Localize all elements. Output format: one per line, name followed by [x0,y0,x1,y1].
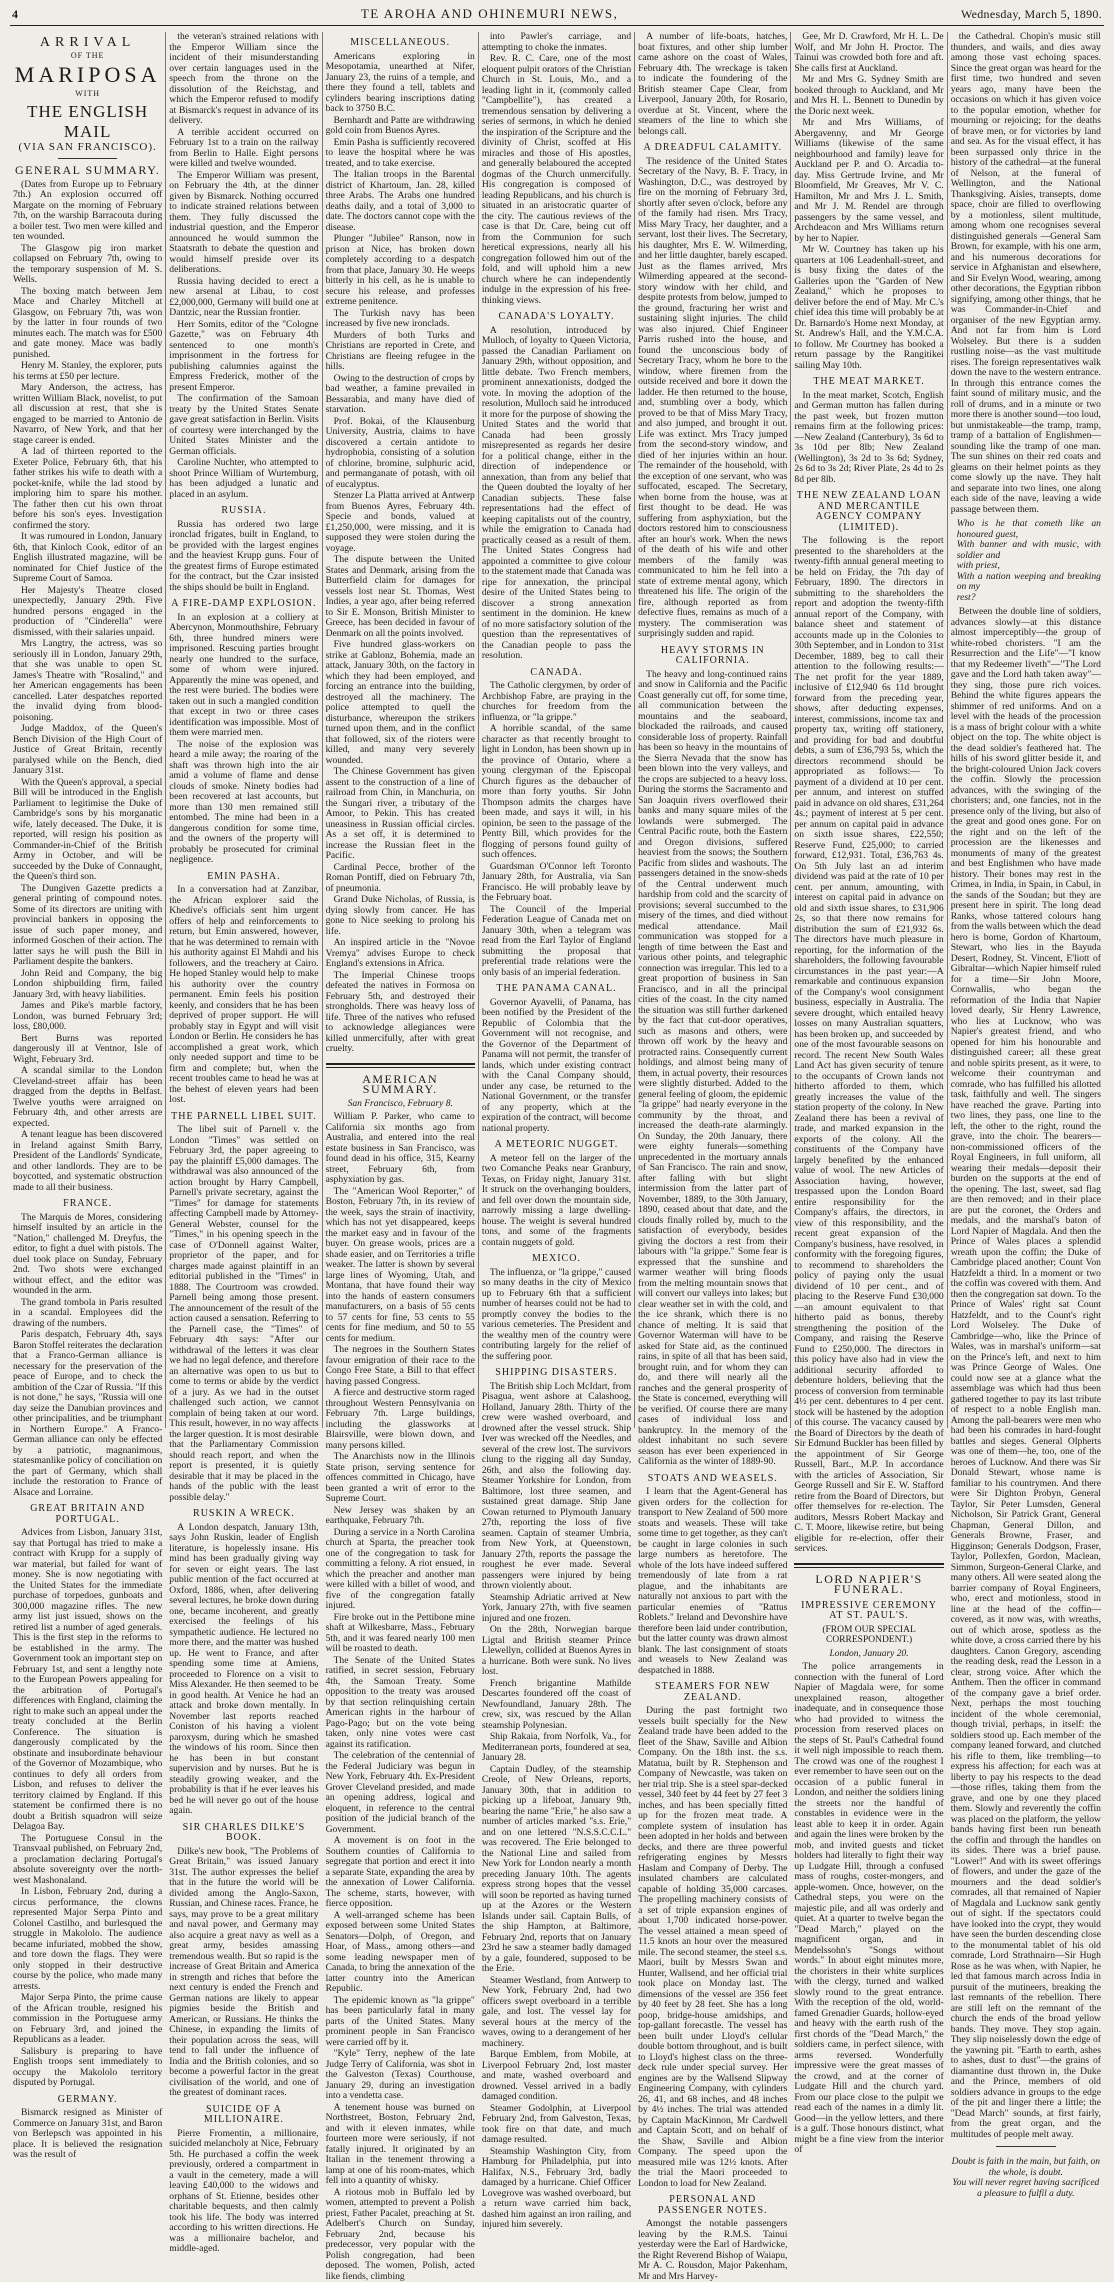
paragraph: The boxing match between Jem Mace and Charley Mitchell at Glasgow, on February 7th, was won by the latter in four rounds of two minutes each. The match was for £500 and gate money. Mace was badly punished. [13,287,162,361]
paragraph: Henry M. Stanley, the explorer, puts his terms at £50 per lecture. [13,361,162,382]
section-heading: PERSONAL AND PASSENGER NOTES. [638,2195,787,2216]
article-body [794,391,943,486]
section-heading: MISCELLANEOUS. [326,38,475,49]
paragraph: The epidemic known as "la grippe" has been particularly fatal in many parts of the United States. Many prominent people in San Francisco were carried off by it. [326,1996,475,2049]
paragraph: A number of life-boats, hatches, boat fixtures, and other ship lumber came ashore on the coast of Wales, February 4th. The wreckage is taken to indicate the foundering of the British steamer Cape Clear, from Liverpool, January 20th, for Rosario, overdue at St. Vincent, where the steamers of the line to which she belongs call. [638,32,787,137]
paragraph: The influenza, or "la grippe," caused so many deaths in the city of Mexico up to February 6th that a sufficient number of hearses could not be had to promptly convey the bodies to the various cemeteries. The President and the wealthy men of the country were contributing largely for the relief of the suffering poor. [482,1268,631,1363]
divider [996,2146,1056,2147]
section-heading: THE PANAMA CANAL. [482,984,631,995]
paragraph: Russia having decided to erect a new arsenal at Libau, to cost £2,000,000, Germany will build one at Dantzic, near the Russian frontier. [169,277,318,319]
section-heading: RUSSIA. [169,506,318,517]
article-body [169,1847,318,2099]
paragraph: Russia has ordered two large ironclad frigates, built in England, to be provided with the largest engines and the heaviest Krupp guns. Four of the greatest firms of Europe estimated for the contract, but the Czar insisted the ships should be built in England. [169,520,318,594]
paragraph: The British ship Loch McIdart, from Pisagua, went ashore at Calashoog, Holland, January 28th. Thirty of the crew were washed overboard, and drowned after the vessel struck. Ship Iver was wrecked off the Needles, and several of the crew lost. The survivors clung to the rigging all day Sunday, 26th, and also the following day. Steamer Yorkshire for London, from Baltimore, lost three seamen, and sustained great damage. Ship Jane Cowan returned to Plymouth January 27th, reporting the loss of five seamen. Captain of steamer Umbria, from New York, at Queenstown, January 27th, reports the passage the roughest he ever made. Several passengers were injured by being thrown violently about. [482,1382,631,1592]
article-body [482,326,631,662]
article-body [794,536,943,1555]
paragraph: Five hundred glass-workers on strike at Gablonz, Bohemia, made an attack, January 30th, on the factory in which they had been employed, and forcing an entrance into the building, destroyed all the machinery. The police attempted to quell the disturbance, whereupon the strikers turned upon them, and in the conflict that followed, six of the rioters were killed, and many very severely wounded. [326,640,475,766]
paragraph: William P. Parker, who came to California six months ago from Australia, and entered into the real estate business in San Francisco, was found dead in his office, 315, Kearny street, February 6th, from asphyxiation by gas. [326,1112,475,1186]
closing-aphorisms [951,2157,1101,2199]
section-heading: RUSKIN A WRECK. [169,1509,318,1520]
article-body [638,2219,787,2282]
paragraph: New Jersey was shaken by an earthquake, February 7th. [326,1506,475,1527]
paragraph: A tenant league has been discovered in Ireland against Smith Barry, President of the Landlords' Syndicate, and other landlords. They are to be boycotted, and systematic obstruction made to all their business. [13,1130,162,1193]
paragraph: Mrs Langtry, the actress, was so seriously ill in London, January 29th, that she was unable to open St. James's Theatre with "Rosalind," and her American engagements has been cancelled. Later despatches reported the invalid dying from blood-poisoning. [13,639,162,723]
headline-arrival: ARRIVAL [13,38,162,49]
text-line: rest? [957,593,1101,604]
source-note: (FROM OUR SPECIAL CORRESPONDENT.) [794,1625,943,1646]
article-body [13,2108,162,2161]
column-7 [948,32,1104,1428]
article-body [482,1268,631,1363]
section-heading: FRANCE. [13,1199,162,1210]
article-body [482,32,631,306]
article-body [482,681,631,978]
column-5 [635,32,791,1428]
paragraph: Major Serpa Pinto, the prime cause of the African trouble, resigned his commission in the Portuguese army on February 3rd, and joined the Republicans as a leader. [13,1993,162,2046]
mail-headline [13,38,162,152]
column-4 [479,32,635,1428]
paragraph: It was rumoured in London, January 6th, that Kinloch Cook, editor of an English illustrated magazine, will be nominated for Chief Justice of the Supreme Court of Samoa. [13,532,162,585]
paragraph: The residence of the United States Secretary of the Navy, B. F. Tracy, in Washington, D.C., was destroyed by fire on the morning of February 3rd, shortly after seven o'clock, before any of the family had risen. Mrs Tracy, Miss Mary Tracy, her daughter, and a servant, lost their lives. The Secretary, his daughter, Mrs E. W. Wilmerding, and her little daughter, barely escaped. Just as the flames arrived, Mrs Wilmerding appeared at the second-story window with her child, and despite protests from below, jumped to the ground, fracturing her wrist and sustaining slight injuries. The child was also injured. Chief Engineer Parris rushed into the house, and found the unconscious body of Secretary Tracy, whom he bore to the window, where firemen from the outside received and bore it down the ladder. He then returned to the house, and, stumbling over a body, which proved to be that of Miss Mary Tracy, and also jumped, and brought it out. Life was extinct. Mrs Tracy jumped from the second-story window, and died of her injuries within an hour. The remainder of the household, with the exception of one servant, who was suffocated, escaped. The Secretary, when borne from the house, was at first thought to be dead. He was suffering from asphyxiation, but the doctors restored him to consciousness after an hour's work. When the news of the death of his wife and other members of the family was communicated to him he fell into a state of extreme mental agony, which threatened his life. The origin of the fire, although reported as from defective flues, remains as much of a mystery. The commiseration was surprisingly sudden and rapid. [638,157,787,640]
paragraph: In the meat market, Scotch, English and German mutton has fallen during the past week, but frozen mutton remains firm at the following prices:—New Zealand (Canterbury), 3s 6d to 3s 10d per 8lb; New Zealand (Wellington), 3s 2d to 3s 6d; Sydney, 2s 6d to 3s 2d; River Plate, 2s 4d to 2s 8d per 8lb. [794,391,943,486]
article-body [794,32,943,371]
article-body [326,1112,475,2282]
paragraph: During the past fortnight two vessels built specially for the New Zealand trade have been added to the fleet of the Shaw, Saville and Albion Company. On the 18th inst. the s.s. Matatua, built by R. Stephenson and Company of Newcastle, was taken on her trial trip. She is a steel spar-decked vessel, 340 feet by 44 feet by 27 feet 3 inches, and has been specially fitted up for the frozen meat trade. A complete system of insulation has been adopted in her holds and between decks, and there are three powerful refrigerating engines by Messrs Haslam and Company of Derby. The insulated chambers are calculated capable of holding 35,000 carcases. The propelling machinery consists of a set of triple expansion engines of about 1,700 indicated horse-power. The vessel attained a mean speed of 11.5 knots an hour over the measured mile. The second steamer, the steel s.s. Maori, built by Messrs Swan and Hunter, Wallsend, and her official trial took place on Monday last. The dimensions of the vessel are 356 feet by 40 feet by 28 feet. She has a long poop, bridge-house amidships, and top-gallant forecastle. The vessel has been built under Lloyd's cellular double bottom throughout, and is built to Lloyd's highest class on the three-deck rule under special survey. Her engines are by the Wallsend Slipway Engineering Company, with cylinders 26, 41, and 68 inches, and 48 inches by 4½ inches. The trial was attended by Captain MacKinnon, Mr Cardwell and Captain Scott, and on behalf of the Shaw, Saville and Albion Company. The speed upon the measured mile was 12½ knots. After the trial the Maori proceeded to London to load for New Zealand. [638,1706,787,2189]
text-line: Doubt is faith in the main, but faith, on the whole, is doubt. [951,2157,1101,2178]
paragraph: the Cathedral. Chopin's music still thunders, and wails, and dies away among those vast echoing spaces. Since the great organ was heard for the first time, two hundred and seven years ago, many have been the occasions on which it has given voice to the popular emotion, whether for mourning or rejoicing; for the deaths of brave men, or for victories by land and sea. As for the visual effect, it has been surpassed only thrice in the history of the cathedral—at the funeral of Nelson, at the funeral of Wellington, and the National Thanksgiving. Aisles, transepts, dome space, choir are filled to overflowing by a motionless, silent multitude, among whom one recognises several distinguished generals —General Sam Brown, for example, with his one arm, and his numerous decorations for service in Afghanistan and elsewhere, and Sir Evelyn Wood, wearing, among other decorations, the Egyptian ribbon signifying, among other things, that he was Commander-in-Chief and organiser of the new Egyptian army. And not far from him is Lord Wolseley. But there is a sudden rustling noise—as the vast multitude rises. The foreign representatives walk down the nave to the western entrance. In through this entrance comes the faint sound of military music, and the roll of drums, and in a minute or two more there is another sound—too loud, but unmistakeable—the tramp, tramp, tramp of a battalion of Englishmen—sounding like the tramp of one man. The sun shines on their red coats and gleams on their helmet points as they come slowly up the nave. They halt and separate into two lines, one along each side of the nave, leaving a wide passage between them. [951,32,1101,515]
article-body [169,2129,318,2255]
paragraph: Mr W. Courtney has taken up his quarters at 106 Leadenhall-street, and is busy fixing the dates of the Galleries upon the "Garden of New Zealand," which he proposes to deliver before the end of May. Mr C.'s chief idea this time will probably be at Dr. Barnardo's Home next Monday, at St. Andrew's Hall, and the Y.M.C.A. to follow. Mr Courtney has booked a return passage by the Rangitikei sailing May 10th. [794,245,943,371]
section-heading: THE NEW ZEALAND LOAN AND MERCANTILE AGENCY COMPANY (LIMITED). [794,491,943,533]
paragraph: Bert Burns was reported dangerously ill at Ventnor, Isle of Wight, February 3rd. [13,1034,162,1066]
paragraph: Salisbury is preparing to have English troops sent immediately to occupy the Makololo territory disputed by Portugal. [13,2047,162,2089]
paragraph: The confirmation of the Samoan treaty by the United States Senate gave great satisfaction in Berlin. Visits of courtesy were interchanged by the United States Minister and the German officials. [169,394,318,457]
section-heading: THE MEAT MARKET. [794,377,943,388]
article-body [638,670,787,1468]
article-body [169,32,318,500]
paragraph: The negroes in the Southern States favour emigration of their race to the Congo Free State, a Bill to that effect having passed Congress. [326,1345,475,1387]
article-body [169,520,318,594]
headline-via: (VIA SAN FRANCISCO). [13,142,162,153]
headline-ship: MARIPOSA [13,63,162,87]
article-body [951,32,1101,515]
paragraph: With the Queen's approval, a special Bill will be introduced in the English Parliament to legitimise the Duke of Cambridge's sons by his morganatic wife, lately deceased. The Duke, it is reported, will resign his position as Commander-in-Chief of the British Army in October, and will be succeeded by the Duke of Connaught, the Queen's third son. [13,778,162,883]
paragraph: Judge Maddox, of the Queen's Bench Division of the High Court of Justice of Great Britain, recently paralysed while on the Bench, died January 31st. [13,724,162,777]
paragraph: The "American Wool Reporter," of Boston, February 7th, in its review of the week, says the strain of inactivity, which has not yet disappeared, keeps the market easy and in favour of the buyer. On grease wools, prices are a shade easier, and on Territories a trifle weaker. The latter is shown by several large lines of Wyoming, Utah, and Montana, that have found their way into the hands of eastern consumers manufacturers, on a basis of 55 cents to 57 cents for fine, 53 cents to 55 cents for fine medium, and 50 to 55 cents for medium. [326,1187,475,1345]
section-heading: GENERAL SUMMARY. [13,165,162,176]
section-heading: AMERICAN SUMMARY. [326,1074,475,1095]
article-body [951,607,1101,2140]
section-heading: THE PARNELL LIBEL SUIT. [169,1112,318,1123]
section-heading: STOATS AND WEASELS. [638,1474,787,1485]
article-body [13,1213,162,1499]
paragraph: Dilke's new book, "The Problems of Great Britain," was issued January 31st. The author expresses the belief that in the future the world will be divided among the Anglo-Saxon, Russian, and Chinese races. France, he says, may prove to be a great military and naval power, and Germany may also acquire a great navy as well as a great army, besides amassing tremendous wealth. But so rapid is the increase of Great Britain and America in strength and riches that before the next century is ended the French and German nations are likely to appear pigmies beside the British and American, or Russians. He thinks the Chinese, in expanding the limits of their population across the seas, will tend to fall under the influence of India and the British colonies, and so become a powerful factor in the great civilisation of the world, and one of the greatest of dominant races. [169,1847,318,2099]
paragraph: A meteor fell on the larger of the two Comanche Peaks near Granbury, Texas, on Friday night, January 31st. It struck on the overhanging boulders, and fell over down the mountain side, narrowly missing a large dwelling-house. The weight is several hundred tons, and some of the fragments contain nuggets of gold. [482,1154,631,1249]
paragraph: I learn that the Agent-General has given orders for the collection for transport to New Zealand of 500 more stoats and weasels. These will take some time to get together, as they can't be caught in large colonies in such large numbers as heretofore. The whole of the lots have indeed suffered tremendously of late from a rat plague, and the inhabitants are naturally not anxious to part with the particular enemies of "Rattus Roblets." Ireland and Devonshire have therefore been laid under contribution, but the latter county was drawn almost blank. The last consignment of stoats and weasels to New Zealand was despatched in 1888. [638,1487,787,1676]
paragraph: The Catholic clergymen, by order of Archbishop Fabre, are praying in the churches for freedom from the influenza, or "la grippe." [482,681,631,723]
paragraph: into Pawler's carriage, and attempting to choke the inmates. [482,32,631,53]
paragraph: In an explosion at a colliery at Abercynon, Monmouthshire, February 6th, three hundred miners were imprisoned. Rescuing parties brought nearly one hundred to the surface, some of whom were injured. Apparently the mine was opened, and the rest were buried. The bodies were taken out in such a mangled condition that except in two or three cases identification was impossible. Most of them were married men. [169,613,318,739]
article-body [13,180,162,1194]
paragraph: In Lisbon, February 2nd, during a circus performance, the clowns represented Major Serpa Pinto and Colonel Castilho, and burlesqued the struggle in Makololo. The audience became infuriated, mobbed the show, and tore down the flags. They were only stopped in their destructive course by the police, who made many arrests. [13,1887,162,1992]
article-body [794,1662,943,2156]
section-heading: LORD NAPIER'S FUNERAL. [794,1574,943,1595]
paragraph: The noise of the explosion was heard a mile away; the roaring of the shaft was thrown high into the air amid a volume of flame and dense clouds of smoke. Ninety bodies had been recovered at last accounts, but more than 130 men remained still entombed. The mine had been in a dangerous condition for some time, and the owners of the property will probably be prosecuted for criminal negligence. [169,740,318,866]
paragraph: A terrible accident occurred on February 1st to a train on the railway from Berlin to Halle. Eight persons were killed and twelve wounded. [169,128,318,170]
section-heading: HEAVY STORMS IN CALIFORNIA. [638,646,787,667]
paragraph: Murders of both Turks and Christians are reported in Crete, and Christians are fleeing refugee in the hills. [326,331,475,373]
paragraph: An inspired article in the "Novoe Vremya" advises Europe to check England's extensions in Africa. [326,938,475,970]
section-heading: GERMANY. [13,2095,162,2106]
text-line: With a nation weeping and breaking on my [957,572,1101,593]
paragraph: Grand Duke Nicholas, of Russia, is dying slowly from cancer. He has gone to Nice seeking to prolong his life. [326,895,475,937]
paragraph: The celebration of the centennial of the Federal Judiciary was begun in New York, February 4th. Ex-President Grover Cleveland presided, and made an opening address, logical and eloquent, in reference to the central position of the judicial branch of the Government. [326,1751,475,1835]
section-heading: STEAMERS FOR NEW ZEALAND. [638,1682,787,1703]
text-line: With banner and with music, with soldier and [957,540,1101,561]
paragraph: Mary Anderson, the actress, has written William Black, novelist, to put all discussion at rest, that she is engaged to be married to Antonio de Navarro, of New York, and that her stage career is ended. [13,383,162,446]
section-heading: MEXICO. [482,1254,631,1265]
text-line: with priest, [957,561,1101,572]
article-body [169,613,318,866]
paragraph: A fierce and destructive storm raged throughout Western Pennsylvania on February 7th. Large buildings, including the glassworks at Blairsville, were blown down, and many persons killed. [326,1388,475,1451]
paragraph: The Chinese Government has given assent to the construction of a line of railroad from Chin, in Manchuria, on the Sungari river, a tributary of the Amoor, to Pekin. This has created uneasiness in Russian official circles. As a set off, it is determined to increase the Russian fleet in the Pacific. [326,767,475,862]
divider [58,158,118,159]
paragraph: Steamer Godolphin, at Liverpool February 2nd, from Galveston, Texas, took fire on that date, and much damage resulted. [482,2104,631,2146]
paragraph: Fire broke out in the Pettibone mine shaft at Wilkesbarre, Mass., February 5th, and it was feared nearly 100 men will be roasted to death. [326,1613,475,1655]
paragraph: Ship Rakaia, from Norfolk, Va., for Mediterranean ports, foundered at sea, January 28. [482,1732,631,1764]
column-1 [10,32,166,1428]
paragraph: A London despatch, January 13th, says John Ruskin, leader of English literature, is hopelessly insane. His mind has been gradually giving way for seven or eight years. The last public mention of the fact occurred at Oxford, 1886, when, after delivering several lectures, he broke down during one, became incoherent, and greatly exercised the feelings of his sympathetic audience. He lectured no more there, and the matter was hushed up. He went to France, and after spending some time at Amiens, proceeded to Florence on a visit to Miss Alexander. He then seemed to be in good health. At Venice he had an attack and broke down mentally. In November last reports reached Coniston of his having a violent paroxysm, during which he smashed the windows of his room. Since then he has been in but constant supervision and by nurses. But he is steadily growing weaker, and the probability is that if he ever leaves his bed he will never go out of the house again. [169,1523,318,1817]
paragraph: The following is the report presented to the shareholders at the twenty-fifth annual general meeting to be held on Friday, the 7th day of February, 1890. The directors in submitting to the shareholders the report and adoption the twenty-fifth annual report of the Company, with balance sheet and statement of accounts made up in the Colonies to 30th September, and in London to 31st December, 1889, beg to call their attention to the following results:— The net profit for the year 1889, inclusive of £12,940 6s 11d brought forward from the preceding year, shows, after deducting expenses, interest, commissions, income tax and property tax, writing off stationery, and providing for bad and doubtful debts, a sum of £36,793 5s, which the directors recommend should be appropriated as follows:— To payment of a dividend at 10 per cent. per annum, and interest on stuffed paid in advance on old shares, £31,264 4s.; payment of interest at 5 per cent. per annum on capital paid in advance on sixth issue shares, £22,550; Reserve Fund, £25,000; to carried forward, £12,931. Total, £36,763 4s. On 5th July last an ad interim dividend was paid at the rate of 10 per cent. per annum, amounting, with interest on capital paid in advance on old and sixth issue shares, to £31,906 2s, so that there now remains for distribution the sum of £21,932 6s. The directors have much pleasure in reporting, for the information of the shareholders, the following favourable circumstances in the past year:—A remarkable and continuous expansion of the Company's wool consignment business, especially in Australia. The severe drought, which entailed heavy losses on many Australian squatters, has been broken up, and succeeded by one of the most favourable seasons on record. The recent New South Wales Land Act has given security of tenure to the occupants of Crown lands not hitherto afforded to them, which greatly increases the value of the station property of the colony. In New Zealand there has been a revival of trade, and marked expansion in the exports of the colony. All the constituents of the Company have largely benefited by the enhanced value of wool. The new Articles of Association having, however, trespassed upon the London Board entire responsibility for the Company's affairs, the directors, in view of this responsibility, and the recent great expansion of the Company's business, have resolved, in conformity with the foregoing figures, to recommend to shareholders the policy of paying only the usual dividend of 10 per cent., and of placing to the Reserve Fund £30,000—an amount equivalent to that hitherto paid as bonus, thereby strengthening the position of the Company, and raising the Reserve Fund to £250,000. The directors in this policy have also had in view the additional security afforded to debenture holders, believing that the process of conversion from terminable 4½ per cent. debentures to 4 per cent. stock will be hastened by the adoption of this course. The vacancy caused by the Board of Directors by the death of Sir Edmund Buckler has been filled by the appointment of Sir George Russell, Bart., M.P. In accordance with the articles of Association, Sir George Russell and Sir E. W. Stafford retire from the Board of Directors, but offer themselves for re-election. The auditors, Messrs Robert Mackay and C. T. Moore, likewise retire, but being eligible for re-election, offer their services. [794,536,943,1555]
article-body [482,1382,631,2231]
paragraph: The Portuguese Consul in the Transvaal published, on February 2nd, a proclamation declaring Portugal's absolute sovereignty over the north-west Mashonaland. [13,1834,162,1887]
paragraph: The Senate of the United States ratified, in secret session, February 4th, the Samoan Treaty. Some opposition to the treaty was aroused by that section relinquishing certain American rights in the harbour of Pago-Pago; but on the vote being taken, only nine votes were cast against its ratification. [326,1656,475,1751]
paragraph: Rev. R. C. Care, one of the most eloquent pulpit orators of the Christian Church in St. Louis, Mo., and a leading light in it, (commonly called "Campbellite"), has created a tremendous sensation by delivering a series of sermons, in which he denied the inspiration of the Scripture and the divinity of Christ, scoffed at His miracles and those of His apostles, and generally belaboured the accepted dogmas of the Church unmercifully. His congregation is composed of leading Republicans, and his church is situated in an aristocratic quarter of the city. The cautious reviews of the case is that Dr. Care, being cut off from the Communion for such heretical expressions, nearly all his congregation followed him out of the fold, and will uphold him a new church where he can independently indulge in the expression of his free-thinking views. [482,54,631,306]
paragraph: The Glasgow pig iron market collapsed on February 7th, owing to the temporary suspension of M. S. Wells. [13,244,162,286]
text-line: You will never regret having sacrificed a pleasure to fulfil a duty. [951,2178,1101,2199]
headline-with: WITH [13,89,162,100]
paragraph: Emin Pasha is sufficiently recovered to leave the hospital where he was treated, and to take exercise. [326,138,475,170]
section-heading: CANADA'S LOYALTY. [482,312,631,323]
paragraph: On the 28th, Norwegian barque Ligtal and British steamer Prince Llewellyn, collided at Buenos Ayres in a hurricane. Both were sunk. No lives lost. [482,1625,631,1678]
paragraph: the veteran's strained relations with the Emperor William since the incident of their misunderstanding over certain languages used in the speech from the throne on the dissolution of the Reichstag, and which the Emperor refused to modify at Bismarck's request in advance of its delivery. [169,32,318,127]
section-heading: GREAT BRITAIN AND PORTUGAL. [13,1504,162,1525]
paragraph: During a service in a North Carolina church at Sparta, the preacher took one of the congregation to task for committing a felony. A riot ensued, in which the preacher and another man were killed with a billet of wood, and five of the congregation fatally injured. [326,1528,475,1612]
paragraph: A movement is on foot in the Southern counties of California to segregate that portion and erect it into a separate State, expanding the area by the annexation of Lower California. The scheme, starts, however, with fierce opposition. [326,1836,475,1910]
paragraph: Bismarck resigned as Minister of Commerce on January 31st, and Baron von Berlepsch was appointed in his place. It is believed the resignation was the result of [13,2108,162,2161]
paragraph: A tenement house was burned on Northstreet, Boston, February 2nd, and with it eleven inmates, while fourteen more were seriously, if not fatally injured. It originated by an Italian in the tenement throwing a lamp at one of his room-mates, which fell into a quantity of whisky. [326,2103,475,2187]
paragraph: A resolution, introduced by Mulloch, of loyalty to Queen Victoria, passed the Canadian Parliament on January 29th, without opposition, and little debate. Two French members, prominent annexationists, dodged the vote. In moving the adoption of the resolution, Mulloch said he introduced it more for the purpose of showing the United States and the world that Canada had been grossly misrepresented as regards her desire for a political change, either in the direction of independence or annexation, than from any belief that the Queen doubted the loyalty of her Canadian subjects. These false representations had the effect of keeping capitalists out of the country, while the emigration to Canada had practically ceased as a result of them. The United States Congress had appointed a committee to give colour to the statement made that Canada was ripe for annexation, the principal desire of the United States being to discover a strong annexation sentiment in the dominion. He knew of no more satisfactory solution of the question than the representatives of the Canadian people to pass the resolution. [482,326,631,662]
paragraph: The Imperial Chinese troops defeated the natives in Formosa on February 5th, and destroyed their strongholds. There was heavy loss of life. Three of the natives who refused to acknowledge allegiances were killed unmercifully, after with great cruelty. [326,971,475,1055]
paragraph: The Emperor William was present, on February the 4th, at the dinner given by Bismarck. Nothing occurred to indicate strained relations between them. They fully discussed the industrial question, and the Emperor announced he would summon the Staatsrath to debate the question and would himself preside over its deliberations. [169,171,318,276]
dateline: London, January 20. [794,1649,943,1660]
section-heading: SIR CHARLES DILKE'S BOOK. [169,1823,318,1844]
paragraph: Guardsman O'Connor left Toronto January 28th, for Australia, via San Francisco. He will probably leave by the February boat. [482,862,631,904]
column-6 [791,32,947,1428]
paragraph: Prof. Bokai, of the Klausenburg University, Austria, claims to have discovered a certain antidote to hydrophobia, consisting of a solution of chlorine, bromine, sulphuric acid, and permanganate of potash, with oil of eucalyptus. [326,417,475,491]
paragraph: Barque Emblem, from Mobile, at Liverpool February 2nd, lost master and mate, washed overboard and drowned. Vessel arrived in a badly damaged condition. [482,2050,631,2103]
paragraph: Amongst the notable passengers leaving by the R.M.S. Tainui yesterday were the Earl of Hardwicke, the Right Reverend Bishop of Waiapu, Mr A. C. Rousdon, Major Pakenham, Mr and Mrs Harvey- [638,2219,787,2282]
paragraph: The Turkish navy has been increased by five new ironclads. [326,309,475,330]
article-body [638,32,787,137]
divider [794,1563,943,1568]
paragraph: Steamer Westland, from Antwerp to New York, February 2nd, had two officers swept overboard in a terrible gale, and lost. The vessel lay for several hours at the mercy of the waves, owing to a derangement of her machinery. [482,1976,631,2050]
section-heading: SHIPPING DISASTERS. [482,1368,631,1379]
sub-heading: IMPRESSIVE CEREMONY AT ST. PAUL'S. [794,1601,943,1622]
paragraph: Pierre Fromentin, a millionaire, suicided melancholy at Nice, February 5th. He purchased a coffin the week previously, ordered a compartment in a vault in the cemetery, made a will leaving £40,000 to the widows and orphans of St. Etienne, besides other charitable bequests, and then calmly took his life. The body was interred according to his written directions. He was a millionaire bachelor, and middle-aged. [169,2129,318,2255]
section-heading: SUICIDE OF A MILLIONAIRE. [169,2105,318,2126]
paragraph: The Council of the Imperial Federation League of Canada met on January 30th, when a telegram was read from the Earl Taylor of England submitting the proposal that preferential trade relations were the only basis of an imperial federation. [482,905,631,979]
article-body [638,1487,787,1676]
dateline: San Francisco, February 8. [326,1099,475,1110]
paragraph: Her Majesty's Theatre closed unexpectedly, January 29th. Five hundred persons engaged in the production of "Cinderella" were dismissed, with their salaries unpaid. [13,586,162,639]
paragraph: "Kyle" Terry, nephew of the late Judge Terry of California, was shot in the Galveston (Texas) Courthouse, January 29, during an investigation into a vendetta case. [326,2049,475,2102]
paragraph: The Italian troops in the Barental district of Khartoum, Jan. 28, killed three Arabs. The Arabs one hundred deaths daily, and a total of 3,000 to date. The doctors cannot cope with the disease. [326,170,475,233]
column-3 [323,32,479,1428]
paragraph: The Marquis de Mores, considering himself insulted by an article in the "Nation," challenged M. Dreyfus, the editor, to fight a duel with pistols. The duel took place on Sunday, February 2nd. Two shots were exchanged without effect, and the editor was wounded in the arm. [13,1213,162,1297]
paragraph: Herr Somits, editor of the "Cologne Gazette," was on February 4th sentenced to one month's imprisonment in the fortress for publishing calumnies against the Empress Frederick, mother of the present Emperor. [169,320,318,394]
headline-of-the: OF THE [13,51,162,62]
paragraph: Plunger "Jubilee" Ranson, now in prison at Nice, has broken down completely according to a despatch from that place, January 30. He weeps bitterly in his cell, as he is unable to secure his release, and professes extreme penitence. [326,234,475,308]
paragraph: John Reid and Company, the big London shipbuilding firm, failed January 3rd, with heavy liabilities. [13,969,162,1001]
page-number: 4 [12,7,18,22]
article-body [638,157,787,640]
section-heading: A METEORIC NUGGET. [482,1140,631,1151]
paragraph: Gee, Mr D. Crawford, Mr H. L. De Wolf, and Mr John H. Proctor. The Tainui was crowded both fore and aft. She calls first at Auckland. [794,32,943,74]
text-line: Who is he that cometh like an honoured guest, [957,519,1101,540]
paragraph: A riotous mob in Buffalo led by women, attempted to prevent a Polish priest, Father Pacalet, preaching at St. Adelbert's Church on Sunday, February 2nd, because his predecessor, very popular with the Polish congregation, had been deposed. The women, Polish, acted like fiends, climbing [326,2188,475,2282]
columns [10,32,1104,1428]
divider [326,1063,475,1068]
article-body [13,1528,162,2089]
paragraph: Advices from Lisbon, January 31st, say that Portugal has tried to make a contract with Krupp for a supply of war material, but failed for want of money. She is now negotiating with the United States for the immediate purchase of torpedoes, gunboats and 300,000 magazine rifles. The new army list just issued, shows on the retired list a number of aged generals. This is the first step in the reforms to be established in the army. The Government took an important step on February 1st, and sent a lengthy note to the European Powers appealing for the arbitration of Portugal's differences with England, claiming the right to make such an appeal under the treaty concluded at the Berlin Conference. The situation is dangerously complicated by the obstinate and insubordinate behaviour of the Governor of Mozambique, who continues to defy all orders from Lisbon, and refuses to deliver the territory claimed by England. If this statement be confirmed there is no doubt a British squadron will seize Delagoa Bay. [13,1528,162,1833]
paragraph: Cardinal Pecce, brother of the Roman Pontiff, died on February 7th, of pneumonia. [326,863,475,895]
article-body [638,1706,787,2189]
article-body [169,885,318,1106]
paragraph: Steamship Washington City, from Hamburg for Philadelphia, put into Halifax, N.S., February 3rd, badly damaged by a hurricane. Chief Officer Lovegrove was washed overboard, but a return wave carried him back, dashed him against an iron railing, and injured him severely. [482,2147,631,2231]
paragraph: The police arrangements in connection with the funeral of Lord Napier of Magdala were, for some unexplained reason, altogether inadequate, and in consequence those who had provided to witness the procession from reserved places on the steps of St. Paul's Cathedral found it well nigh impossible to reach them. The crowd was one of the roughest I ever remember to have seen out on the occasion of a public funeral in London, and neither the soldiers lining the streets nor the handful of constables in evidence were in the least able to keep it in order. Again and again the lines were broken by the mob, and invited guests and ticket holders had literally to fight their way up Ludgate Hill, through a confused mass of roughs, coster-mongers, and apple-women. Once, however, on the Cathedral steps, you were on the majestic pile, and all was orderly and quiet. At a quarter to twelve began the "Dead March," played on the magnificent organ, and in Mendelssohn's "Songs without words." In about eight minutes more, the choristers in their white surplices with the clergy, turned and walked slowly round to the great entrance. With the reception of the old, world-famed Grenadier Guards, hollow-eyed and heavy with the earth rush of the first chords of the "Dead March," the soldiers came, in perfect silence, with arms reversed. Wonderfully impressive were the great masses of the crowd, and at the corner of Ludgate Hill and the church yard. From our place close to the pulpit we read each of the names in a dimly lit. Good—in the yellow letters, and there is a gulf. Those honours distinct, what might be a fine view from the interior of [794,1662,943,2156]
paragraph: The Dungiven Gazette predicts a general printing of compound notes. Some of its directors are uniting with provincial bankers in opposing the issue of such paper money, and informed Goschen of their action. The latter says he will push the Bill in Parliament despite the bankers. [13,884,162,968]
paragraph: A lad of thirteen reported to the Exeter Police, February 6th, that his father strikes his wife to death with a pocket-knife, while the lad stood by imploring him to spare his mother. The father then cut his own throat before his son's eyes. Investigation confirmed the story. [13,447,162,531]
paragraph: Mr and Mrs Williams, of Abergavenny, and Mr George Williams (likewise of the same neighbourhood and family) leave for Auckland per P. and O. Arcadia to-day. Miss Gertrude Irvine, and Mr Bloomfield, Mr Greaves, Mr V. C. Hamilton, Mr and Mrs J. L. Smith, and Mr J. M. Rendel are through passengers by the same vessel, and Archdeacon and Mrs Williams return by her to Napier. [794,118,943,244]
paragraph: Steamship Adriatic arrived at New York, January 27th, with five seamen injured and one frozen. [482,1593,631,1625]
paper-title: TE AROHA AND OHINEMURI NEWS, [361,6,619,22]
paragraph: Stenzer La Platta arrived at Antwerp from Buenos Ayres, February 4th. Specie and bonds, valued at £1,250,000, were missing, and it is supposed they were stolen during the voyage. [326,491,475,554]
paragraph: A horrible scandal, of the same character as that recently brought to light in London, has been shown up in the province of Ontario, where a young clergyman of the Episcopal Church figures as the debaucher of more than forty youths. Sir John Thompson admits the charges have been made, and says it will, in his opinion, be seen to the passage of the Pentty Bill, which provides for the flogging of persons found guilty of such offences. [482,724,631,861]
paragraph: Mr and Mrs G. Sydney Smith are booked through to Auckland, and Mr and Mrs H. L. Bennett to Dunedin by the Doric next week. [794,75,943,117]
paragraph: The Anarchists now in the Illinois State prison, serving sentence for offences committed in Chicago, have been granted a writ of error to the Supreme Court. [326,1452,475,1505]
section-heading: CANADA. [482,668,631,679]
paragraph: Captain Dudley, of the steamship Creole, of New Orleans, reports, January 30th, that in addition to picking up a lifeboat, January 9th, bearing the name "Erie," he also saw a number of articles marked "s.s. Erie," and on one lettered "N.S.S.C.C.L." was recovered. The Erie belonged to the National Line and sailed from New York for London nearly a month preceding January 10th. The agents express strong hopes that the vessel will soon be reported as having turned up at the Azores or the Western Islands under sail. Captain Bulls, of the ship Hampton, at Baltimore, February 2nd, reports that on January 23rd he saw a steamer badly damaged by a gale, foundered, supposed to be the Erie. [482,1765,631,1975]
article-body [169,1125,318,1503]
column-2 [166,32,322,1428]
paragraph: James and Pike's marble factory, London, was burned February 3rd; loss, £80,000. [13,1001,162,1033]
paragraph: Bernhardt and Patte are withdrawing gold coin from Buenos Ayres. [326,116,475,137]
paragraph: In a conversation had at Zanzibar, the African explorer said the Khedive's officials sent him urgent offers of help and reinforcements to return, but Emin answered, however, that he was determined to remain with his authority against El Mahdi and his followers, and the treachery at Cairo. He hoped Stanley would help to make his authority over the country permanent. Emin feels his position keenly, and considers that he has been deprived of proper support. He will probably stay in Egypt and will visit London or Berlin. He considers he has accomplished a great work, which only needed support and time to be firm and complete; but, when the recent troubles came to head he was at the behest of eleven years had been lost. [169,885,318,1106]
masthead [10,4,1104,26]
paragraph: The heavy and long-continued rains and snow in California and the Pacific Coast generally cut off, for some time, all communication between the mountains and the seaboard, blockaded the railroads, and caused considerable loss of property. Rainfall has been so heavy in the mountains of the Sierra Nevada that the snow has been blown into the very valleys, and the crops are subjected to a heavy loss. During the storms the Sacramento and San Joaquin rivers overflowed their banks and many square miles of the lowlands were submerged. The Central Pacific route, both the Eastern and Oregon divisions, suffered heaviest from the snows; the Southern Pacific from slides and washouts. The passengers detained in the snow-sheds of the Central underwent much hardship from cold and the scarcity of provisions; several succumbed to the misery of the times, and died without medical attendance. Mail communication was stopped for a length of time between the East and various other points, and telegraphic connection was irregular. This led to a great proportion of business in San Francisco, and in all the principal cities of the coast. In the city named the situation was still further darkened by the fact that cut-door operatives, such as masons and others, were thrown off work by the heavy and protracted rains. Consequently current holdings, and almost being many of them, in actual poverty, their resources were slightly disturbed. Added to the general feeling of gloom, the epidemic "la grippe" had nearly everyone in the community by the throat, and increased the death-rate alarmingly. On Sunday, the 20th January, there were eighty funerals—something unprecedented in the mortuary annals of San Francisco. The rain and snow, after falling with but slight intermission from the latter part of November, 1889, to the 30th January, 1890, ceased about that date, and the clouds finally rolled by, much to the satisfaction of everybody, besides giving the doctors a rest from their labours with "la grippe." Some fear is expressed that the sunshine and warmer weather will bring floods from the melting mountain snows that will convert our valleys into lakes; but clear weather set in with the cold, and the ice shrank, which there is no chance of melting. It is said that Governor Waterman will have to be asked for State aid, as the continued rains, in spite of all that has been said, brought ruin, and for whom they can do, and there will nearly all the ranches and the general prosperity of the State is concerned, everything will be verified. Of course there are many cases of individual loss and bankruptcy. In the memory of the oldest inhabitant no such severe season has ever been experienced in California as the winter of 1889-90. [638,670,787,1468]
paragraph: Caroline Nuchter, who attempted to shoot Prince William of Wurtemburg, has been adjudged a lunatic and placed in an asylum. [169,458,318,500]
article-body [326,52,475,1055]
paragraph: The libel suit of Parnell v. the London "Times" was settled on February 3rd, the paper agreeing to pay the plaintiff £5,000 damages. The withdrawal was also announced of the action brought by Harry Campbell, Parnell's private secretary, against the "Times" for damage for statements affecting Campbell made by Attorney-General Webster, counsel for the "Times," in his opening speech in the case of O'Donnell against Walter, proprietor of the paper, and for charges made against plaintiff in an editorial published in the "Times" in 1888. The Courtroom was crowded. Parnell being among those present. The announcement of the result of the action caused a sensation. Referring to the Parnell case, the "Times" of February 4th says: "After our withdrawal of the letters it was clear we had no legal defence, and therefore an alternative was open to us but to come to terms or abide by the verdict of a jury. As we had in the outset challenged such action, we cannot complain of being taken at our word. This result, however, in no way affects the larger question. It is most desirable that the Parliamentary Commission should reach report, and when the report is presented, it is quietly desirable that it may be placed in the hands of the public with the least possible delay." [169,1125,318,1503]
article-body [482,998,631,1135]
paragraph: The dispute between the United States and Denmark, arising from the Butterfield claim for damages for vessels lost near St. Thomas, West Indies, a year ago, after being referred to Sir E. Monson, British Minister to Greece, has been decided in favour of Denmark on all the points involved. [326,555,475,639]
section-heading: A FIRE-DAMP EXPLOSION. [169,599,318,610]
paragraph: French brigantine Mathilde Descartes foundered off the coast of Newfoundland, January 28th. The crew, six, was rescued by the Allan steamship Polynesian. [482,1679,631,1732]
section-heading: EMIN PASHA. [169,872,318,883]
paragraph: A well-arranged scheme has been exposed between some United States Senators—Dolph, of Oregon, and Hoar, of Mass., among others—and some leading newspaper men of Canada, to bring the annexation of the latter country into the American Republic. [326,1911,475,1995]
paragraph: Owing to the destruction of crops by bad weather, a famine prevailed in Bessarabia, and many have died of starvation. [326,374,475,416]
article-body [169,1523,318,1817]
section-heading: A DREADFUL CALAMITY. [638,143,787,154]
paragraph: Americans exploring in Mesopotamia, unearthed at Nifer, January 23, the ruins of a temple, and there they found a tell, tablets and cylinders bearing inscriptions dating back to 3750 B.C. [326,52,475,115]
paragraph: The grand tombola in Paris resulted in a scandal. Employees did the drawing of the numbers. [13,1298,162,1330]
issue-date: Wednesday, March 5, 1890. [961,7,1102,22]
verse-quote [957,519,1101,603]
paragraph: Governor Ayavelli, of Panama, has been notified by the President of the Republic of Colombia that the Government will not recognise, and the Governor of the Department of Panama will not permit, the transfer of lands, which under existing contract with the Canal Company should, under any case, be returned to the National Government, or the transfer of any property, which at the expiration of the contract, will become national property. [482,998,631,1135]
article-body [482,1154,631,1249]
paragraph: Between the double line of soldiers, advances slowly—at this distance almost imperceptibly—the group of white-robed choristers. "I am the Resurrection and the Life"—"I know that my Redeemer liveth"—"The Lord gave and the Lord hath taken away"—they sing, those pure rich voices. Behind the white figures appears the shimmer of red uniforms. And on a level with the heads of the procession is a mass of bright colour with a white object on the top. The white object is the dead soldier's feathered hat. The hills of his sword glitter beside it, and the bright-coloured Union Jack covers the coffin. Slowly the procession advances, with the swinging of the choristers; and, one fancies, not in the presence only of the living, but also of the great and good ones gone. For on the right and on the left of the procession are the likenesses and monuments of many of the greatest and best Englishmen who have made history. Their bones may rest in the Crimea, in India, in Spain, in Cabul, in the sands of the Soudan; but they are present here in spirit. The long dead Ranks, whose tattered colours hang from the walls between which the dead hero is borne, Gordon of Khartoum, Stewart, who lies in the Bayuda Desert, Rodney, St. Vincent, E'liott of Gibraltar—which Napier himself ruled for a time—Sir John Moore, Cornwallis, who began the reformation of the India that Napier loved dearly, Sir Henry Lawrence, who lies at Lucknow, who was Napier's greatest friend, and who opened for him his honourable and distinguished career; all these great and noble spirits present, as it were, to welcome their countryman and comrade, who has fulfilled his allotted task, faithfully and well. The singers have reached the grave. Parting into two lines, they pass, one line to the left, the other to the right, round the grave, into the choir. The bearers—non-commissioned officers of the Royal Engineers, in full uniform, all wearing their medals—deposit their burden on the supports at the end of the opening. The last, sweet, sad flag are then removed; and in their place are put the coronet, the Orders and medals, and the marshal's baton of Lord Napier of Magdala. And then the Prince of Wales places a splendid wreath upon the coffin; the Duke of Cambridge placed another; Count Von Hatzfeldt a third. In a moment or two the coffin was covered with them. And then the congregation sat down. To the Prince of Wales' right sat Count Hatzfeldt, and to the Count's right Lord Wolseley. The Duke of Cambridge—who, like the Prince of Wales, was in marshal's uniform—sat on the Prince's left, and next to him was Prince George of Wales. One could now see at a glance what the assemblage was which had thus been gathered together to pay its last tribute of respect to a noble English man. Among the pall-bearers were men who had been his comrades in hard-fought battles and sieges. General Olpherts was one of them—he, too, one of the heroes of Lucknow. And there was Sir Donald Stewart, whose name is familiar to his countrymen. And there were Sir Dighton Probyn, General Taylor, Sir Peter Lumsden, General Nicholson, Sir Patrick Grant, General Chapman, General Dillon, and Generals Browne, Fraser, and Higginson; Generals Dodgson, Fraser, Taylor, Pollexfen, Gordon, Maclean, Simmon, Surgeon-General Clarke, and many others. All were seated along the barrier company of Royal Engineers, who, erect and motionless, stood in line at the head of the coffin—covered, as it now was, with wreaths, out of which arose, spotless as the white dove, a cross carried there by his daughters. Canon Gregory, ascending the reading desk, read the Lesson in a clear, strong voice. After which the Anthem. Then the officer in command of the company gave a brief order. Next, perhaps the most touching incident of the whole ceremonial, though trivial, perhaps, in itself: the soldiers stood up. Each member of the company leaned forward, and clutched his rifle to them, like trembling—to express his affection; for each was at liberty to pay his respects to the dead—those rifles, taking them from the grave, and one by one they placed them. Slowly and reverently the coffin was placed on the platform, the yellow bands having first been run beneath the coffin and through the handles on its sides. There was a brief pause. "Lower!" And with its sweet offerings of flowers, and under the gaze of the mourners and the dead soldier's comrades, all that remained of Napier of Magdala and Lucknow sank gently out of sight. If the spectators could have looked into the crypt, they would have seen the burden descending close to the monumental tablet of his old comrade, Lord Strathnairn—Sir Hugh Rose as he was when, with Napier, he led that famous march across India in pursuit of the mutineers, breaking the last remnants of the rebellion. There are still left on the remnant of the church the ends of the broad yellow bands. They move. They stop again. They slip noiselessly down the edge of the yawning pit. "Earth to earth, ashes to ashes, dust to dust"—the grains of diamantine dust thrown in, the Duke and the Prince, members of old soldiers advance in groups to the edge of the pit and linger there a little; the "Dead March" sounds, at first fairly, from the great organ, and the multitudes of people melt away. [951,607,1101,2140]
headline-mail: THE ENGLISH MAIL [13,102,162,142]
paragraph: Paris despatch, February 4th, says Baron Stoffel reiterates the declaration that a Franco-German alliance is necessary for the preservation of the peace of Europe, and to check the ambition of the Czar of Russia. "If this is not done," he says, "Russia will one day seize the Danubian provinces and other principalities, and be triumphant in Northern Europe." A Franco-German alliance can only be effected by a patriotic, magnanimous, statesmanlike policy of conciliation on the part of Germany, which shall include the restoration to France of Alsace and Lorraine. [13,1330,162,1498]
paragraph: A scandal similar to the London Cleveland-street affair has been dragged from the depths in Belfast. Twelve youths were arraigned on February 4th, and other arrests are expected. [13,1066,162,1129]
paragraph: (Dates from Europe up to February 7th.) An explosion occurred off Margate on the morning of February 7th, on the warship Barracouta during a boiler test. Two men were killed and ten wounded. [13,180,162,243]
